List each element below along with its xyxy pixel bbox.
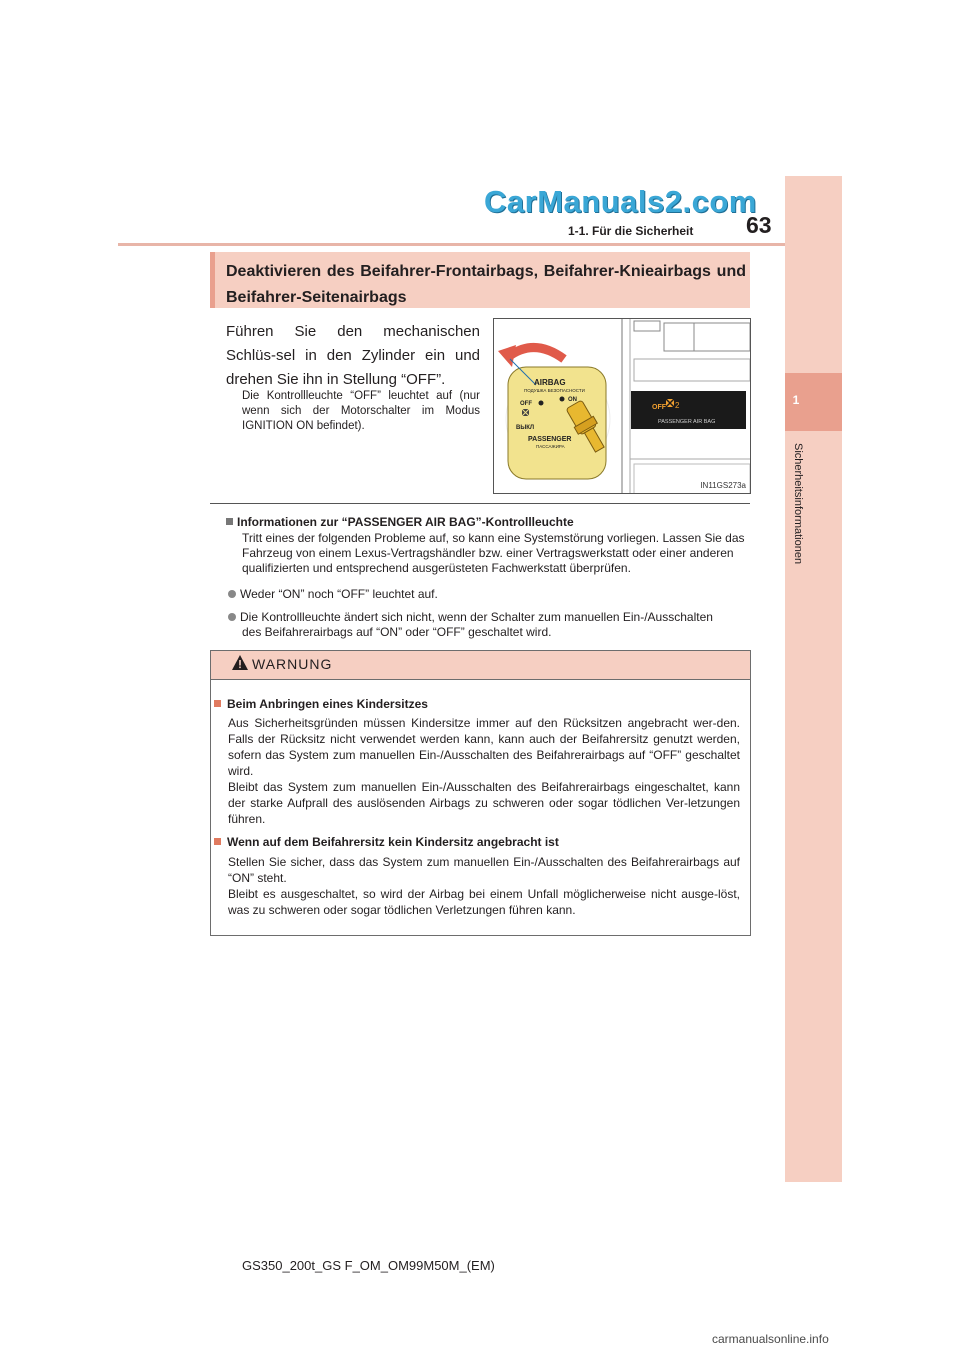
- info-title: Informationen zur “PASSENGER AIR BAG”-Kontrollleuchte: [226, 515, 574, 529]
- svg-text:AIRBAG: AIRBAG: [534, 378, 566, 387]
- info-body: Tritt eines der folgenden Probleme auf, so kann eine Systemstörung vorliegen. Lassen Sie das Fahrzeug von einem Lexus-Vertragshändler bzw. einer Vertragswerkstatt oder einer anderen qualifizierten und entsprechend ausgerüsteten Fachwerkstatt überprüfen.: [242, 531, 745, 575]
- divider: [210, 503, 750, 504]
- step-note: Die Kontrollleuchte “OFF” leuchtet auf (nur wenn sich der Motorschalter im Modus IGNITION ON befindet).: [242, 390, 480, 432]
- airbag-switch-illustration: [493, 318, 751, 494]
- warning-item-title: Beim Anbringen eines Kindersitzes: [214, 697, 428, 711]
- dot-bullet-icon: [228, 590, 236, 598]
- svg-text:ON: ON: [568, 397, 577, 403]
- figure-id: IN11GS273a: [700, 481, 746, 490]
- warning-triangle-icon: [232, 655, 248, 670]
- dot-bullet-icon: [228, 613, 236, 621]
- watermark-logo: CarManuals2.com: [484, 184, 757, 219]
- header-rule: [118, 243, 785, 246]
- watermark-footer: carmanualsonline.info: [712, 1332, 829, 1346]
- square-bullet-icon: [214, 700, 221, 707]
- svg-text:PASSENGER: PASSENGER: [528, 436, 572, 443]
- svg-text:ПОДУШКА БЕЗОПАСНОСТИ: ПОДУШКА БЕЗОПАСНОСТИ: [524, 388, 585, 393]
- warning-item-body: Stellen Sie sicher, dass das System zum manuellen Ein-/Ausschalten des Beifahrerairbags auf “ON” steht. Bleibt es ausgeschaltet, so wird der Airbag bei einem Unfall möglicherweise nicht ausge-löst, was zu schweren oder sogar tödlichen Verletzungen führen kann.: [228, 855, 740, 917]
- illustration-svg: [494, 319, 751, 494]
- side-tab: [785, 176, 842, 1182]
- document-code: GS350_200t_GS F_OM_OM99M50M_(EM): [242, 1258, 495, 1273]
- chapter-number: 1: [792, 393, 800, 407]
- square-bullet-icon: [214, 838, 221, 845]
- indicator-label: PASSENGER AIR BAG: [658, 419, 716, 425]
- warning-item-body: Aus Sicherheitsgründen müssen Kindersitze immer auf den Rücksitzen angebracht wer-den. Falls der Rücksitz nicht verwendet werden kann, kann auch der Beifahrersitz genutzt werden, sofern das System zum manuellen Ein-/Ausschalten des Beifahrerairbags auf “OFF” geschaltet wird. Bleibt das System zum manuellen Ein-/Ausschalten des Beifahrerairbags eingeschaltet, kann der starke Aufprall des auslösenden Airbags zu schweren oder sogar tödlichen Ver-letzungen führen.: [228, 716, 740, 826]
- list-item: Die Kontrollleuchte ändert sich nicht, wenn der Schalter zum manuellen Ein-/Ausschalten des Beifahrerairbags auf “ON” oder “OFF” geschaltet wird.: [228, 610, 754, 640]
- svg-text:2: 2: [675, 401, 680, 410]
- square-bullet-icon: [226, 518, 233, 525]
- svg-text:OFF: OFF: [520, 401, 532, 407]
- section-label: 1-1. Für die Sicherheit: [568, 224, 694, 238]
- indicator-off-text: OFF: [652, 404, 666, 411]
- page-number: 63: [746, 212, 772, 238]
- chapter-title: Sicherheitsinformationen: [792, 443, 804, 565]
- svg-text:ВЫКЛ: ВЫКЛ: [516, 425, 535, 431]
- warning-item-title: Wenn auf dem Beifahrersitz kein Kindersitz angebracht ist: [214, 835, 559, 849]
- svg-text:ПАССАЖИРА: ПАССАЖИРА: [536, 444, 565, 449]
- list-item: Weder “ON” noch “OFF” leuchtet auf.: [228, 587, 438, 601]
- step-instruction: Führen Sie den mechanischen Schlüs-sel in den Zylinder ein und drehen Sie ihn in Stellung “OFF”.: [226, 323, 480, 388]
- warning-title: WARNUNG: [252, 656, 333, 672]
- section-heading: Deaktivieren des Beifahrer-Frontairbags, Beifahrer-Knieairbags und Beifahrer-Seitenairbags: [226, 263, 746, 306]
- turn-arrow-icon: [508, 347, 564, 359]
